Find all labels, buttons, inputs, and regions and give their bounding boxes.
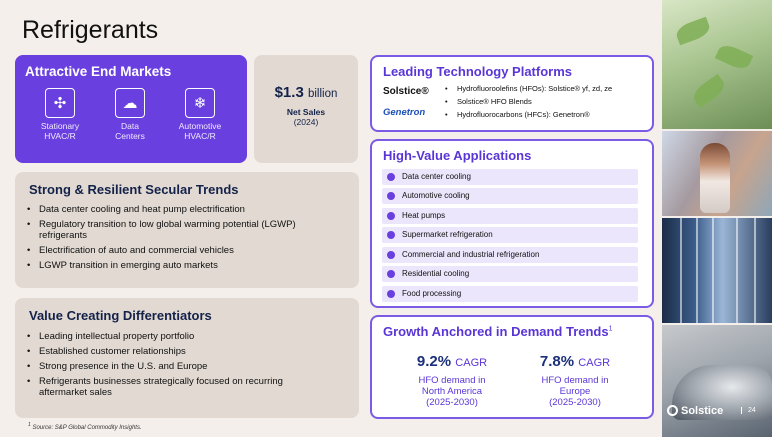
metric-description: HFO demand in Europe (2025-2030) (541, 375, 609, 408)
data-center-photo (662, 218, 772, 323)
solstice-brand-logo: Solstice® (383, 86, 429, 97)
list-item: • Electrification of auto and commercial vehicles (27, 245, 327, 256)
differentiators-panel (15, 298, 359, 418)
list-item: • Regulatory transition to low global warming potential (LGWP) refrigerants (27, 219, 327, 241)
solstice-logo-icon (667, 405, 678, 416)
application-row: Data center cooling (382, 169, 638, 185)
bullet-dot-icon (387, 173, 395, 181)
metric-value: 9.2% CAGR (416, 353, 488, 370)
application-row: Supermarket refrigeration (382, 227, 638, 243)
technology-heading: Leading Technology Platforms (383, 64, 573, 79)
list-item: • Hydrofluoroolefins (HFOs): Solstice® yf, zd, ze (445, 84, 650, 93)
net-sales-value: $1.3 billion (274, 84, 338, 101)
growth-panel (370, 315, 654, 419)
genetron-brand-logo: Genetron (383, 107, 426, 118)
bullet-dot-icon (387, 212, 395, 220)
application-row: Residential cooling (382, 266, 638, 282)
list-item: • LGWP transition in emerging auto markets (27, 260, 327, 271)
net-sales-panel (254, 55, 358, 163)
application-row: Heat pumps (382, 208, 638, 224)
page-number: 24 (741, 407, 756, 414)
bullet-dot-icon (387, 192, 395, 200)
source-footnote: $^1$ Source: S&P Global Commodity Insights. (28, 422, 142, 431)
applications-panel (370, 139, 654, 308)
end-markets-panel (15, 55, 247, 163)
server-cloud-icon: ☁ (115, 88, 145, 118)
list-item: • Refrigerants businesses strategically focused on recurring aftermarket sales (27, 376, 327, 398)
bullet-dot-icon (387, 251, 395, 259)
technology-list (445, 84, 650, 123)
bullet-dot-icon (387, 290, 395, 298)
market-automotive-hvac (165, 88, 235, 141)
secular-trends-list (27, 204, 327, 275)
bullet-dot-icon (387, 231, 395, 239)
fan-icon: ✣ (45, 88, 75, 118)
net-sales-label: Net Sales (286, 107, 326, 117)
list-item: • Data center cooling and heat pump electrification (27, 204, 327, 215)
list-item: • Hydrofluorocarbons (HFCs): Genetron® (445, 110, 650, 119)
list-item: • Established customer relationships (27, 346, 327, 357)
market-label: Stationary HVAC/R (40, 121, 80, 141)
differentiators-heading: Value Creating Differentiators (29, 308, 212, 323)
metric-description: HFO demand in North America (2025-2030) (418, 375, 486, 408)
technology-panel (370, 55, 654, 132)
applications-heading: High-Value Applications (383, 148, 532, 163)
metric-north-america (392, 353, 512, 408)
application-row: Food processing (382, 286, 638, 302)
secular-trends-panel (15, 172, 359, 288)
metric-value: 7.8% CAGR (539, 353, 611, 370)
net-sales-year: (2024) (293, 117, 319, 127)
application-row: Automotive cooling (382, 188, 638, 204)
end-markets-heading: Attractive End Markets (25, 64, 172, 79)
page-title: Refrigerants (22, 16, 159, 44)
application-row: Commercial and industrial refrigeration (382, 247, 638, 263)
list-item: • Leading intellectual property portfolio (27, 331, 327, 342)
metric-europe (515, 353, 635, 408)
bullet-dot-icon (387, 270, 395, 278)
market-label: Data Centers (115, 121, 145, 141)
growth-heading: Growth Anchored in Demand Trends$^1$ (383, 324, 613, 339)
photo-strip (662, 0, 772, 437)
differentiators-list (27, 331, 327, 402)
plant-photo (662, 0, 772, 129)
car-ac-icon: ❄ (185, 88, 215, 118)
solstice-logo: Solstice (667, 405, 723, 417)
secular-trends-heading: Strong & Resilient Secular Trends (29, 182, 239, 197)
market-data-centers (95, 88, 165, 141)
person-ev-charging-photo (662, 131, 772, 216)
list-item: • Strong presence in the U.S. and Europe (27, 361, 327, 372)
market-label: Automotive HVAC/R (178, 121, 222, 141)
car-photo (662, 325, 772, 437)
list-item: • Solstice® HFO Blends (445, 97, 650, 106)
market-stationary-hvac (25, 88, 95, 141)
